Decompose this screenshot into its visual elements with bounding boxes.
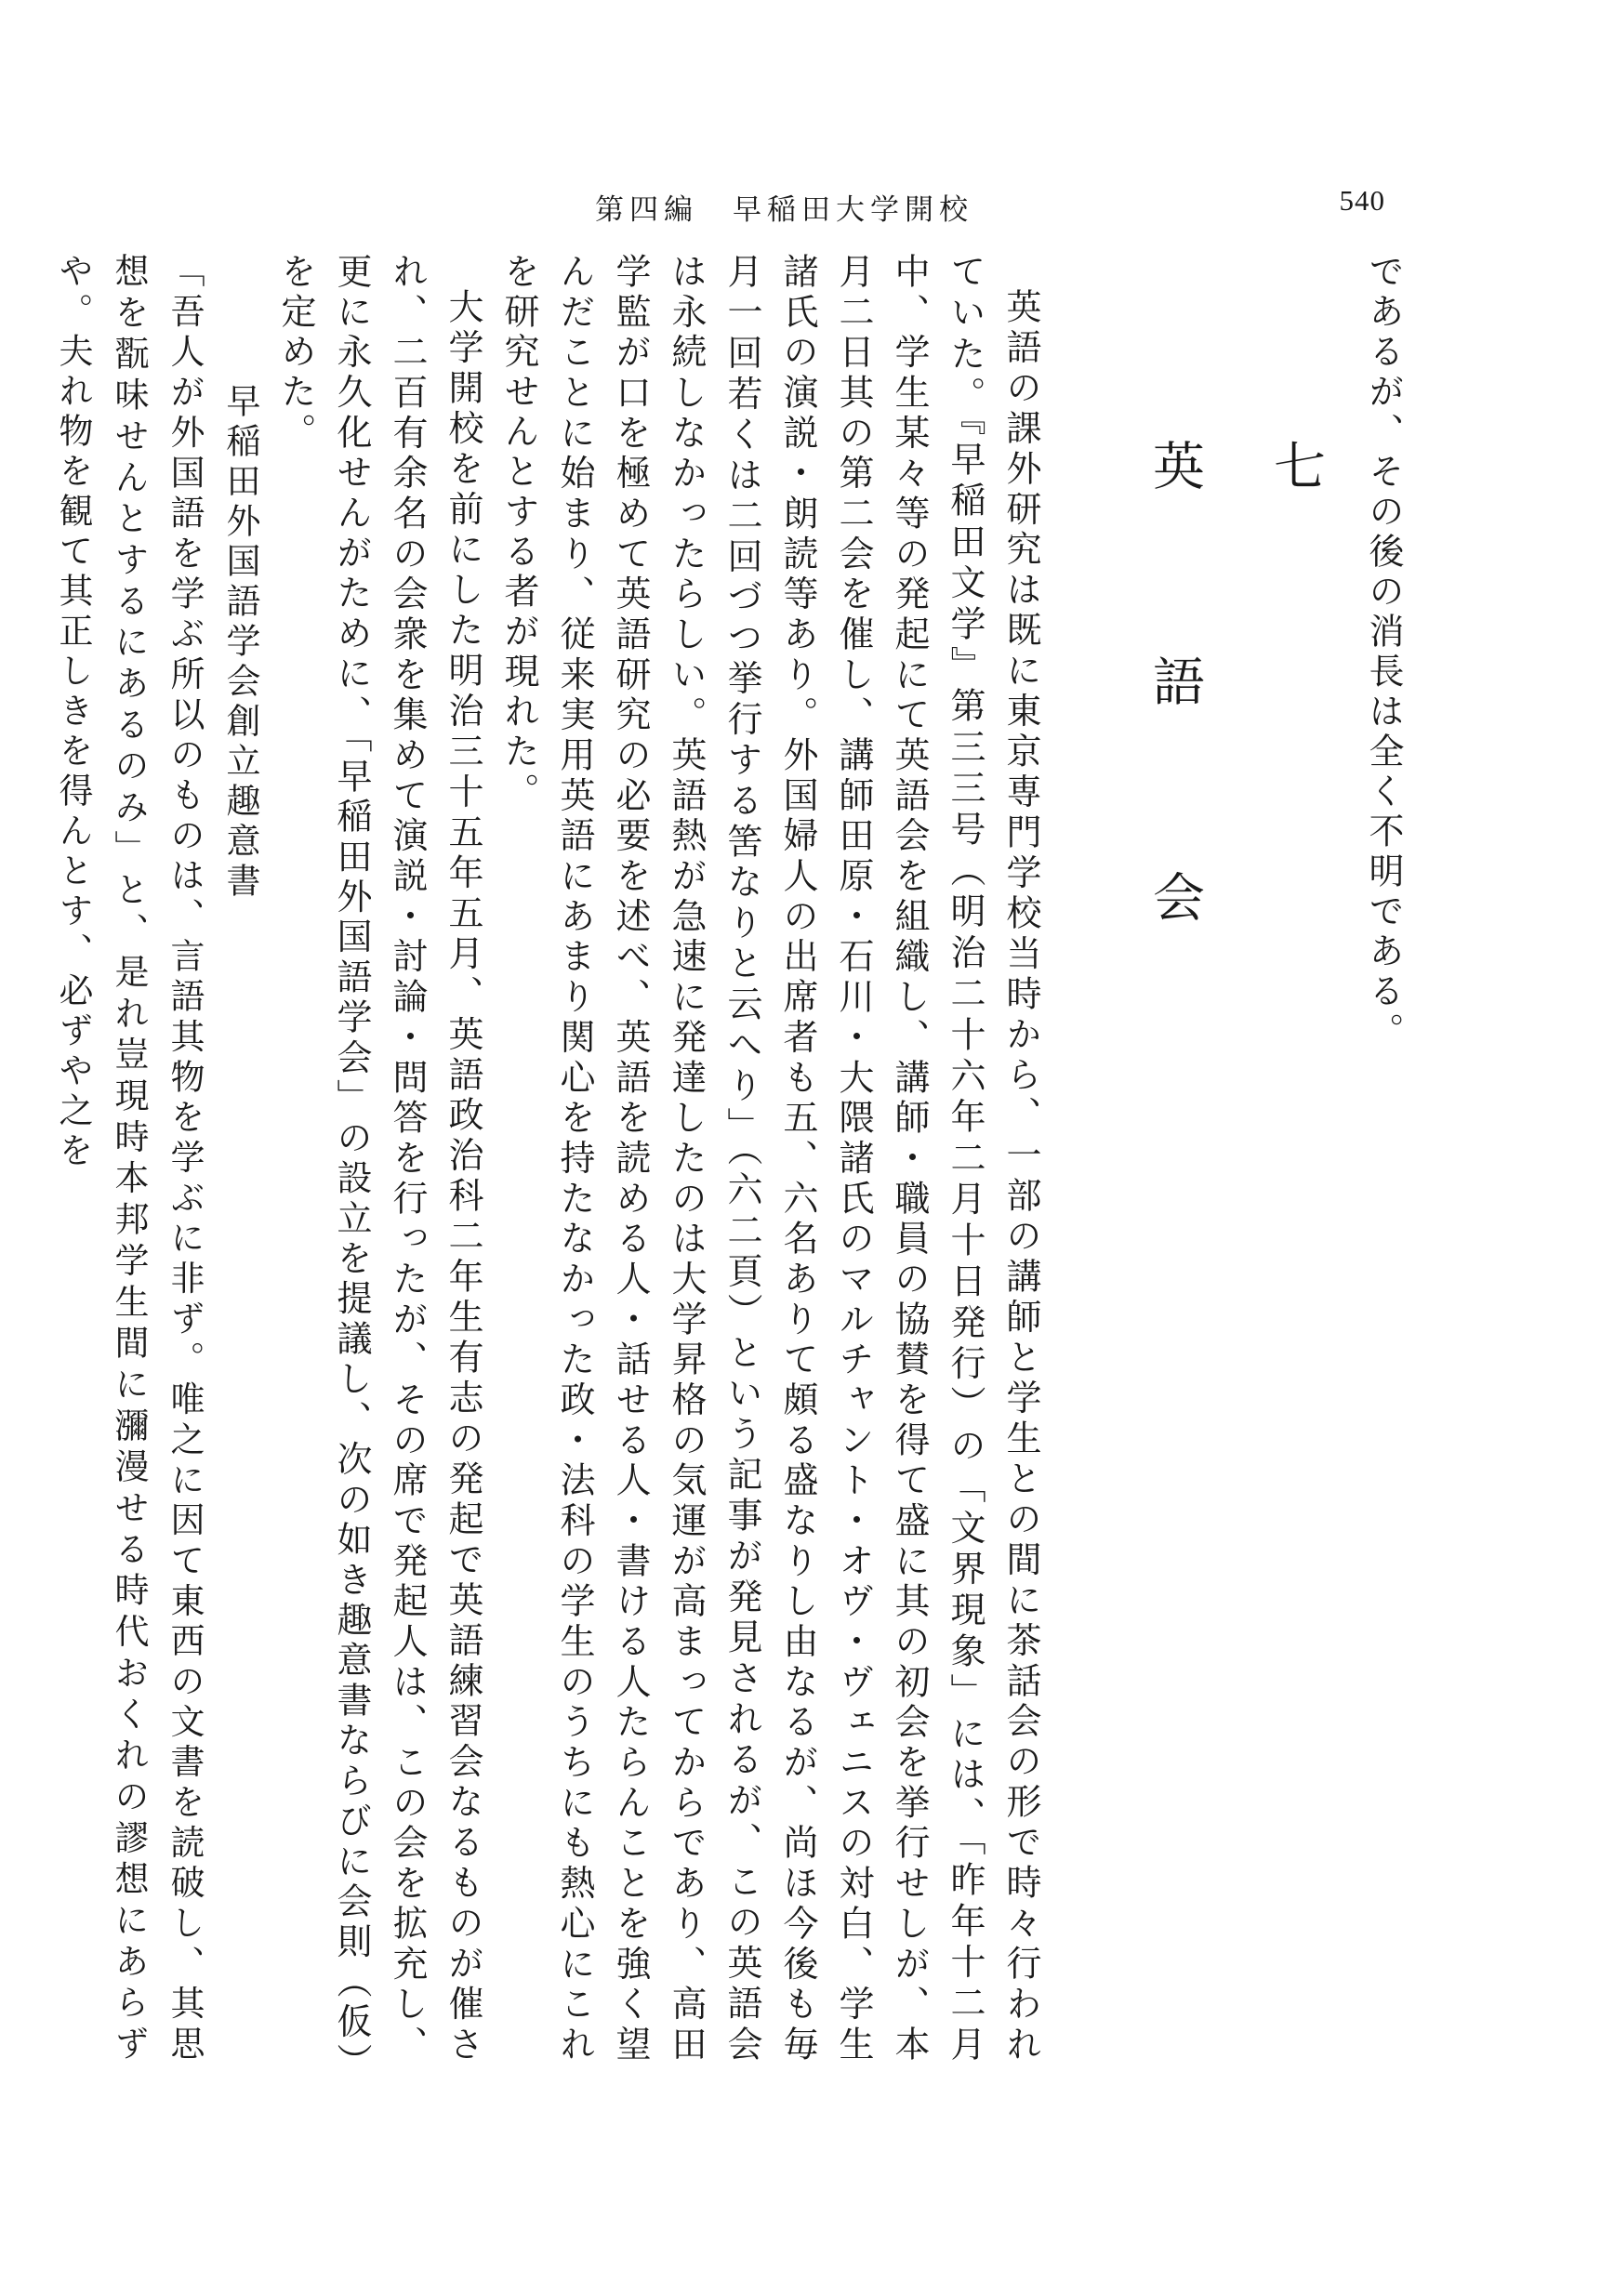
- paragraph-1: 英語の課外研究は既に東京専門学校当時から、一部の講師と学生との間に茶話会の形で時々行われていた。『早稲田文学』第三三号（明治二十六年二月十日発行）の「文界現象」には、「昨年十二月中、学生某々等の発起にて英語会を組織し、講師・職員の協賛を得て盛に其の初会を挙行せしが、本月二日其の第二会を催し、講師田原・石川・大隈諸氏のマルチャント・オヴ・ヴェニスの対白、学生諸氏の演説・朗読等あり。外国婦人の出席者も五、六名ありて頗る盛なりし由なるが、尚ほ今後も毎月一回若くは二回づつ挙行する筈なりと云へり」（六二頁）という記事が発見されるが、この英語会は永続しなかったらしい。英語熱が急速に発達したのは大学昇格の気運が高まってからであり、高田学監が口を極めて英語研究の必要を述べ、英語を読める人・話せる人・書ける人たらんことを強く望んだことに始まり、従来実用英語にあまり関心を持たなかった政・法科の学生のうちにも熱心にこれを研究せんとする者が現れた。: [498, 253, 1041, 2066]
- running-header: 第四編 早稲田大学開校: [595, 193, 973, 227]
- lead-line: であるが、その後の消長は全く不明である。: [1363, 253, 1404, 1052]
- page-number: 540: [1339, 184, 1385, 217]
- section-heading: [1114, 253, 1356, 2065]
- paragraph-2: 大学開校を前にした明治三十五年五月、英語政治科二年生有志の発起で英語練習会なるものが催され、二百有余名の会衆を集めて演説・討論・問答を行ったが、その席で発起人は、この会を拡充し、更に永久化せんがために、「早稲田外国語学会」の設立を提議し、次の如き趣意書ならびに会則（仮）を定めた。: [275, 253, 483, 2066]
- quote-text: 「吾人が外国語を学ぶ所以のものは、言語其物を学ぶに非ず。唯之に因て東西の文書を読破し、其思想を翫味せんとするにあるのみ」と、是れ豈現時本邦学生間に瀰漫せる時代おくれの謬想にあらずや。夫れ物を観て其正しきを得んとす、必ずや之を: [53, 253, 205, 2065]
- document-title: 早稲田外国語学会創立趣意書: [220, 383, 260, 903]
- section-number: 七: [1265, 439, 1326, 547]
- body-text: [53, 253, 1411, 2066]
- section-title: 英 語 会: [1144, 439, 1205, 978]
